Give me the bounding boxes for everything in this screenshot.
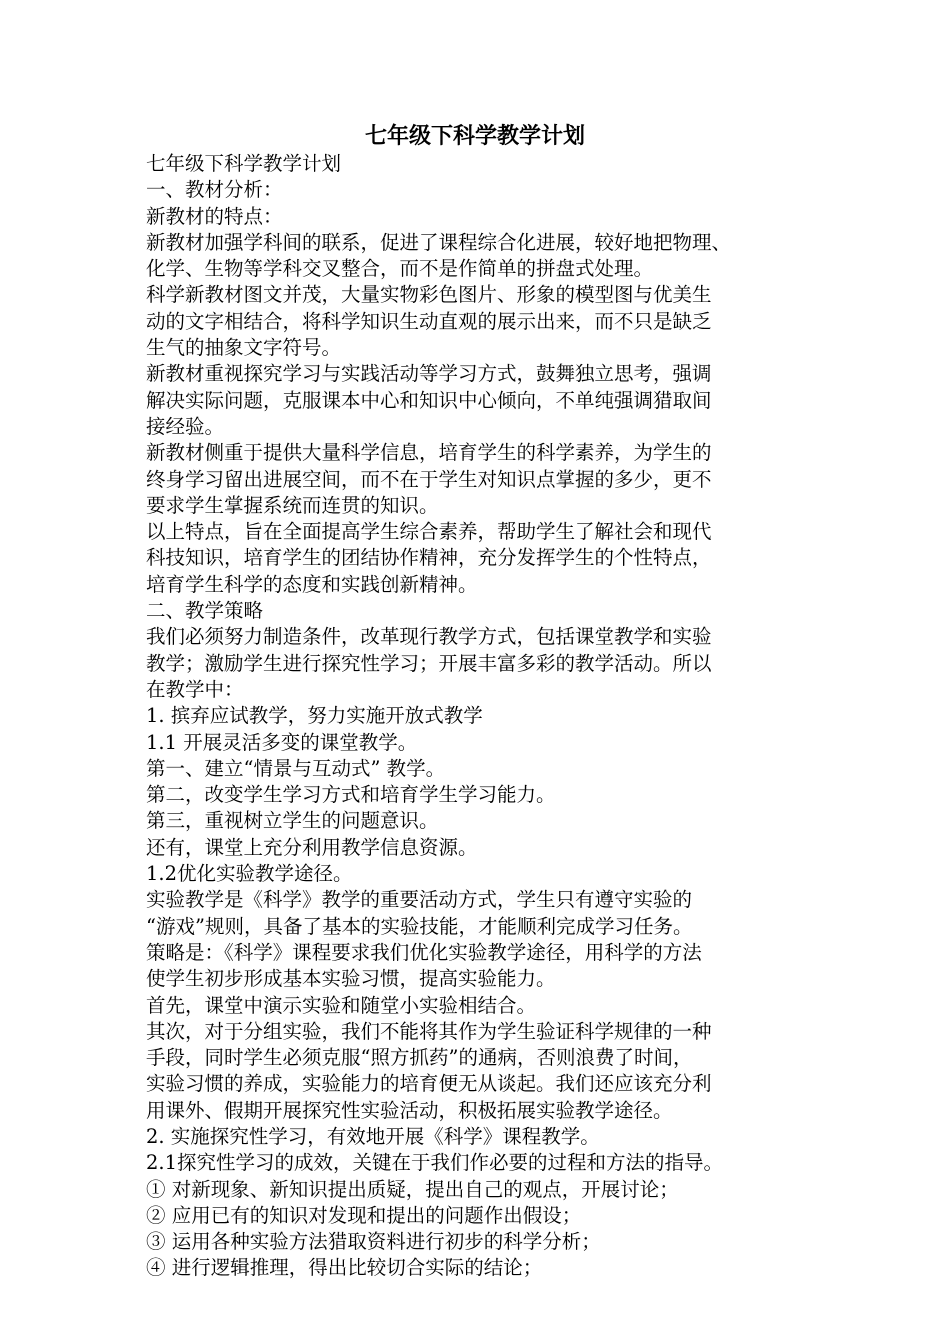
body-line: 还有，课堂上充分利用教学信息资源。: [146, 835, 478, 859]
body-line: 动的文字相结合，将科学知识生动直观的展示出来，而不只是缺乏: [146, 309, 712, 333]
document-body: [146, 151, 826, 1282]
body-line: 第三，重视树立学生的问题意识。: [146, 809, 439, 833]
body-line: 策略是：《科学》课程要求我们优化实验教学途径，用科学的方法: [146, 940, 702, 964]
body-line: 实验教学是《科学》教学的重要活动方式，学生只有遵守实验的: [146, 888, 693, 912]
body-line: 科学新教材图文并茂，大量实物彩色图片、形象的模型图与优美生: [146, 283, 712, 307]
body-line: 终身学习留出进展空间，而不在于学生对知识点掌握的多少，更不: [146, 467, 712, 491]
body-line: 新教材的特点：: [146, 204, 283, 228]
body-line: 一、教材分析：: [146, 178, 283, 202]
body-line: 2. 实施探究性学习，有效地开展《科学》课程教学。: [146, 1124, 600, 1148]
body-line: 用课外、假期开展探究性实验活动，积极拓展实验教学途径。: [146, 1098, 673, 1122]
body-line: 1.2优化实验教学途径。: [146, 862, 353, 886]
body-line: 培育学生科学的态度和实践创新精神。: [146, 572, 478, 596]
body-line: 手段，同时学生必须克服“照方抓药”的通病，否则浪费了时间，: [146, 1046, 693, 1070]
body-line: 新教材加强学科间的联系，促进了课程综合化进展，较好地把物理、: [146, 230, 732, 254]
body-line: 要求学生掌握系统而连贯的知识。: [146, 493, 439, 517]
body-line: 教学；激励学生进行探究性学习；开展丰富多彩的教学活动。所以: [146, 651, 712, 675]
body-line: 新教材重视探究学习与实践活动等学习方式，鼓舞独立思考，强调: [146, 362, 712, 386]
body-line: 解决实际问题，克服课本中心和知识中心倾向，不单纯强调猎取间: [146, 388, 712, 412]
body-line: ① 对新现象、新知识提出质疑，提出自己的观点，开展讨论；: [146, 1177, 679, 1201]
body-line: 1. 摈弃应试教学，努力实施开放式教学: [146, 704, 483, 728]
body-line: 生气的抽象文字符号。: [146, 336, 342, 360]
body-line: ③ 运用各种实验方法猎取资料进行初步的科学分析；: [146, 1230, 601, 1254]
body-line: 在教学中：: [146, 677, 244, 701]
body-line: 接经验。: [146, 414, 225, 438]
body-line: ② 应用已有的知识对发现和提出的问题作出假设；: [146, 1203, 582, 1227]
body-line: 2.1探究性学习的成效，关键在于我们作必要的过程和方法的指导。: [146, 1151, 724, 1175]
body-line: 七年级下科学教学计划: [146, 152, 342, 175]
body-line: 其次，对于分组实验，我们不能将其作为学生验证科学规律的一种: [146, 1019, 712, 1043]
body-line: 使学生初步形成基本实验习惯，提高实验能力。: [146, 967, 556, 991]
document-title: 七年级下科学教学计划: [364, 123, 585, 149]
body-line: 二、教学策略: [146, 599, 264, 623]
body-line: ④ 进行逻辑推理，得出比较切合实际的结论；: [146, 1256, 543, 1280]
body-line: 以上特点，旨在全面提高学生综合素养，帮助学生了解社会和现代: [146, 520, 712, 544]
body-line: 首先，课堂中演示实验和随堂小实验相结合。: [146, 993, 537, 1017]
body-line: 第一、建立“情景与互动式” 教学。: [146, 756, 446, 780]
body-line: 实验习惯的养成，实验能力的培育便无从谈起。我们还应该充分利: [146, 1072, 712, 1096]
body-line: 1.1 开展灵活多变的课堂教学。: [146, 730, 418, 754]
body-line: 第二，改变学生学习方式和培育学生学习能力。: [146, 783, 556, 807]
body-line: 我们必须努力制造条件，改革现行教学方式，包括课堂教学和实验: [146, 625, 712, 649]
body-line: 化学、生物等学科交叉整合，而不是作简单的拼盘式处理。: [146, 257, 654, 281]
body-line: 科技知识，培育学生的团结协作精神，充分发挥学生的个性特点，: [146, 546, 712, 570]
body-line: “游戏”规则，具备了基本的实验技能，才能顺利完成学习任务。: [146, 914, 693, 938]
body-line: 新教材侧重于提供大量科学信息，培育学生的科学素养，为学生的: [146, 441, 712, 465]
